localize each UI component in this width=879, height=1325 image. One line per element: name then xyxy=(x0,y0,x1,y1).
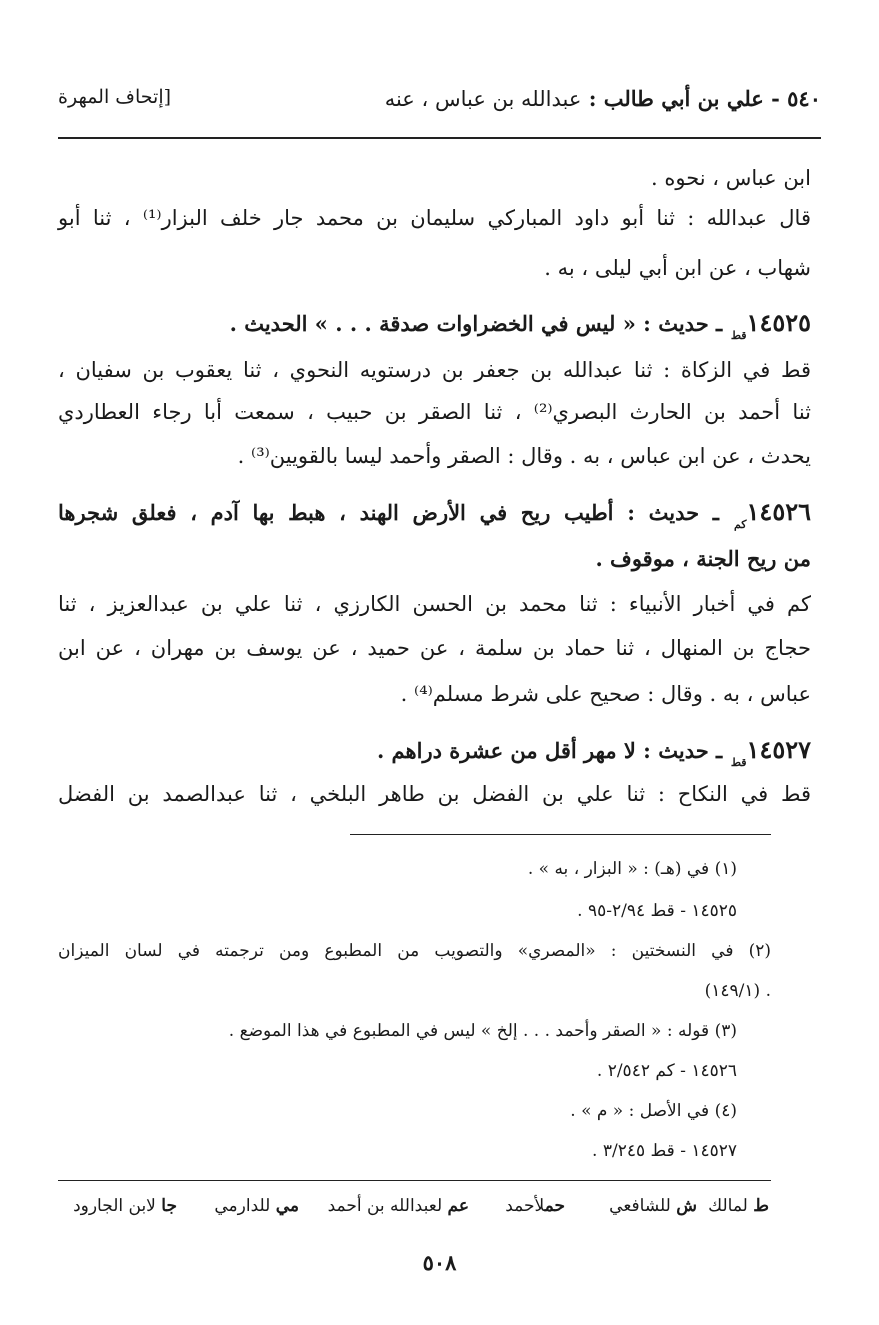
hadith-heading xyxy=(58,308,811,342)
abbreviation-key xyxy=(58,1196,769,1220)
header-book-name: [إتحاف المهرة xyxy=(58,86,172,108)
abbreviation-item xyxy=(505,1196,565,1216)
footnote-ref: ١٤٥٢٥ - قط ٢/٩٤-٩٥ . xyxy=(577,901,737,921)
abbreviation-item xyxy=(73,1196,177,1216)
running-header xyxy=(58,86,821,122)
source-tag: قط xyxy=(730,756,747,769)
hadith-number: ١٤٥٢٥ xyxy=(746,308,811,337)
text-line: عباس ، به . وقال : صحيح على شرط مسلم⁽⁴⁾ . xyxy=(400,682,811,706)
text-line: ابن عباس ، نحوه . xyxy=(651,166,811,190)
hadith-title: ـ حديث : « ليس في الخضراوات صدقة . . . » الحديث . xyxy=(229,311,723,336)
text-line: قال عبدالله : ثنا أبو داود المباركي سليمان بن محمد جار خلف البزار⁽¹⁾ ، ثنا أبو xyxy=(58,206,811,230)
abbreviation-code: ش xyxy=(676,1196,697,1216)
text-line: قط في النكاح : ثنا علي بن الفضل بن طاهر البلخي ، ثنا عبدالصمد بن الفضل xyxy=(58,782,811,806)
hadith-title: ـ حديث : لا مهر أقل من عشرة دراهم . xyxy=(376,738,723,763)
text-line: يحدث ، عن ابن عباس ، به . وقال : الصقر وأحمد ليسا بالقويين⁽³⁾ . xyxy=(237,444,811,468)
hadith-number: ١٤٥٢٧ xyxy=(746,735,811,764)
abbreviation-name: للدارمي xyxy=(214,1196,271,1216)
abbreviation-name: لمالك xyxy=(708,1196,748,1216)
header-page-label: ٥٤٠ - علي بن أبي طالب : xyxy=(588,86,821,111)
footnote: (١) في (هـ) : « البزار ، به » . xyxy=(527,859,737,879)
header-title xyxy=(385,86,821,111)
hadith-heading xyxy=(58,735,811,769)
source-tag: قط xyxy=(730,329,747,342)
abbreviation-code: مي xyxy=(275,1196,299,1216)
header-rule xyxy=(58,137,821,139)
abbreviation-name: لعبدالله بن أحمد xyxy=(327,1196,443,1216)
page-number: ٥٠٨ xyxy=(422,1250,457,1275)
hadith-number: ١٤٥٢٦ xyxy=(746,497,811,526)
footnote: (٤) في الأصل : « م » . xyxy=(570,1101,737,1121)
hadith-heading xyxy=(58,497,811,531)
abbreviation-code: جا xyxy=(161,1196,177,1216)
abbreviation-item xyxy=(708,1196,769,1216)
abbreviation-name: لأحمد xyxy=(505,1196,545,1216)
text-line: ثنا أحمد بن الحارث البصري⁽²⁾ ، ثنا الصقر بن حبيب ، سمعت أبا رجاء العطاردي xyxy=(58,400,812,424)
footnote-ref: ١٤٥٢٧ - قط ٣/٢٤٥ . xyxy=(592,1141,737,1161)
abbreviation-code: عم xyxy=(447,1196,469,1216)
text-line: كم في أخبار الأنبياء : ثنا محمد بن الحسن الكارزي ، ثنا علي بن عبدالعزيز ، ثنا xyxy=(58,592,811,616)
abbreviation-item xyxy=(328,1196,469,1216)
source-tag: كم xyxy=(733,518,747,531)
abbreviation-item xyxy=(214,1196,299,1216)
text-line: قط في الزكاة : ثنا عبدالله بن جعفر بن درستويه النحوي ، ثنا يعقوب بن سفيان ، xyxy=(58,358,811,382)
footnote-rule xyxy=(350,834,771,835)
footnote: . (١٤٩/١) xyxy=(704,981,771,1001)
hadith-title: ـ حديث : أطيب ريح في الأرض الهند ، هبط بها آدم ، فعلق شجرها xyxy=(58,500,719,525)
abbreviation-name: للشافعي xyxy=(609,1196,671,1216)
abbreviation-item xyxy=(609,1196,697,1216)
header-chapter: عبدالله بن عباس ، عنه xyxy=(384,87,582,111)
text-line: حجاج بن المنهال ، ثنا حماد بن سلمة ، عن حميد ، عن يوسف بن مهران ، عن ابن xyxy=(58,636,811,660)
footer-rule xyxy=(58,1180,771,1181)
footnote: (٢) في النسختين : «المصري» والتصويب من المطبوع ومن ترجمته في لسان الميزان xyxy=(58,941,771,961)
text-line: شهاب ، عن ابن أبي ليلى ، به . xyxy=(544,256,811,280)
abbreviation-code: حم xyxy=(544,1196,565,1216)
abbreviation-name: لابن الجارود xyxy=(73,1196,156,1216)
footnote: (٣) قوله : « الصقر وأحمد . . . إلخ » ليس في المطبوع في هذا الموضع . xyxy=(228,1021,737,1041)
abbreviation-code: ط xyxy=(753,1196,769,1216)
footnote-ref: ١٤٥٢٦ - كم ٢/٥٤٢ . xyxy=(596,1061,737,1081)
text-line: من ريح الجنة ، موقوف . xyxy=(595,546,811,571)
